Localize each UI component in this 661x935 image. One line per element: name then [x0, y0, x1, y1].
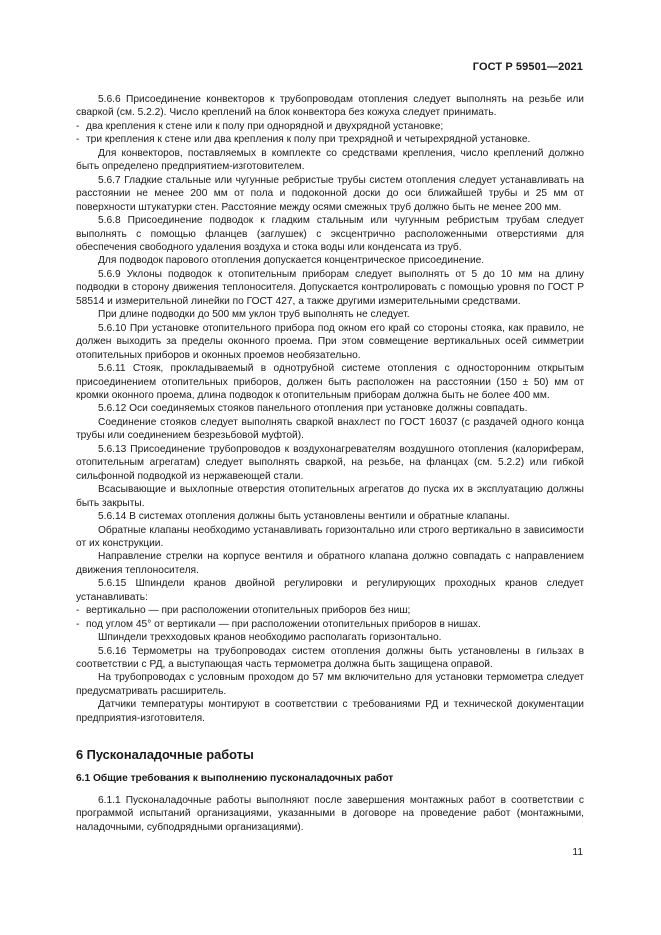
- bullet-item: - под углом 45° от вертикали — при расположении отопительных приборов в нишах.: [76, 618, 584, 631]
- paragraph: Всасывающие и выхлопные отверстия отопительных агрегатов до пуска их в эксплуатацию должны быть закрыты.: [76, 484, 584, 509]
- bullet-item: - вертикально — при расположении отопительных приборов без ниш;: [76, 604, 584, 617]
- paragraph-5-6-16: 5.6.16 Термометры на трубопроводах систем отопления должны быть установлены в гильзах в соответствии с РД, а выступающая часть термометра должна быть защищена оправой.: [76, 645, 584, 671]
- paragraph: На трубопроводах с условным проходом до 57 мм включительно для установки термометра следует предусматривать расширитель.: [76, 672, 584, 697]
- bullet-item: - два крепления к стене или к полу при однорядной и двухрядной установке;: [76, 120, 584, 133]
- paragraph: Соединение стояков следует выполнять сваркой внахлест по ГОСТ 16037 (с раздачей одного конца трубы или соединением безрезьбовой муфтой).: [76, 416, 584, 442]
- paragraph: Для конвекторов, поставляемых в комплекте со средствами крепления, число креплений должно быть определено предприятием-изготовителем.: [76, 147, 584, 173]
- page-number: 11: [572, 847, 583, 858]
- paragraph-5-6-11: 5.6.11 Стояк, прокладываемый в однотрубной системе отопления с односторонним открытым присоединением отопительных приборов, должен быть расположен на расстоянии (150 ± 50) мм от кромки оконного проема, длина подводок к отопительным приборам должна быть не более 400 мм.: [76, 363, 584, 401]
- paragraph-5-6-7: 5.6.7 Гладкие стальные или чугунные ребристые трубы систем отопления следует устанавливать на расстоянии не менее 200 мм от пола и подоконной доски до оси ближайшей трубы и 25 мм от поверхности штукатурки стен. Расстояние между осями смежных труб должно быть не менее 200 мм.: [76, 174, 584, 213]
- paragraph-5-6-9: 5.6.9 Уклоны подводок к отопительным приборам следует выполнять от 5 до 10 мм на длину подводки в сторону движения теплоносителя. Допускается контролировать с помощью уровня по ГОСТ Р 58514 и измерительной линейки по ГОСТ 427, а также другими измерительными средствами.: [76, 268, 584, 307]
- paragraph-5-6-10: 5.6.10 При установке отопительного прибора под окном его край со стороны стояка, как правило, не должен выходить за пределы оконного проема. При этом совмещение вертикальных осей симметрии отопительных приборов и оконных проемов необязательно.: [76, 322, 584, 361]
- paragraph: Шпиндели трехходовых кранов необходимо располагать горизонтально.: [98, 632, 442, 644]
- paragraph-5-6-6: 5.6.6 Присоединение конвекторов к трубопроводам отопления следует выполнять на резьбе или сваркой (см. 5.2.2). Число креплений на блок конвектора без кожуха следует принимать.: [76, 94, 584, 119]
- paragraph: Обратные клапаны необходимо устанавливать горизонтально или строго вертикально в зависимости от их конструкции.: [76, 524, 584, 549]
- paragraph-5-6-14: 5.6.14 В системах отопления должны быть установлены вентили и обратные клапаны.: [98, 511, 510, 523]
- section-heading: 6 Пусконаладочные работы: [76, 747, 254, 763]
- bullet-item: - три крепления к стене или два крепления к полу при трехрядной и четырехрядной установке.: [76, 133, 584, 146]
- paragraph: Датчики температуры монтируют в соответствии с требованиями РД и технической документации предприятия-изготовителя.: [76, 699, 584, 724]
- paragraph: Направление стрелки на корпусе вентиля и обратного клапана должно совпадать с направлением движения теплоносителя.: [76, 551, 584, 576]
- paragraph-6-1-1: 6.1.1 Пусконаладочные работы выполняют после завершения монтажных работ в соответствии с программой испытаний организациями, указанными в договоре на проведение работ (монтажными, наладочными, субподрядными организациями).: [76, 794, 584, 833]
- paragraph-5-6-13: 5.6.13 Присоединение трубопроводов к воздухонагревателям воздушного отопления (калориферам, отопительным агрегатам) следует выполнять сваркой, на резьбе, на фланцах (см. 5.2.2) или гибкой сильфонной подводкой из нержавеющей стали.: [76, 443, 584, 482]
- paragraph: Для подводок парового отопления допускается концентрическое присоединение.: [98, 255, 485, 267]
- document-header: ГОСТ Р 59501—2021: [472, 61, 583, 73]
- paragraph: При длине подводки до 500 мм уклон труб выполнять не следует.: [98, 309, 410, 321]
- paragraph-5-6-15: 5.6.15 Шпиндели кранов двойной регулировки и регулирующих проходных кранов следует устанавливать:: [76, 578, 584, 603]
- document-body: [76, 93, 584, 834]
- paragraph-5-6-12: 5.6.12 Оси соединяемых стояков панельного отопления при установке должны совпадать.: [98, 403, 528, 415]
- paragraph-5-6-8: 5.6.8 Присоединение подводок к гладким стальным или чугунным ребристым трубам следует выполнять с помощью фланцев (заглушек) с эксцентрично расположенными отверстиями для обеспечения свободного удаления воздуха и стока воды или конденсата из труб.: [76, 215, 584, 253]
- subsection-heading: 6.1 Общие требования к выполнению пусконаладочных работ: [76, 773, 394, 785]
